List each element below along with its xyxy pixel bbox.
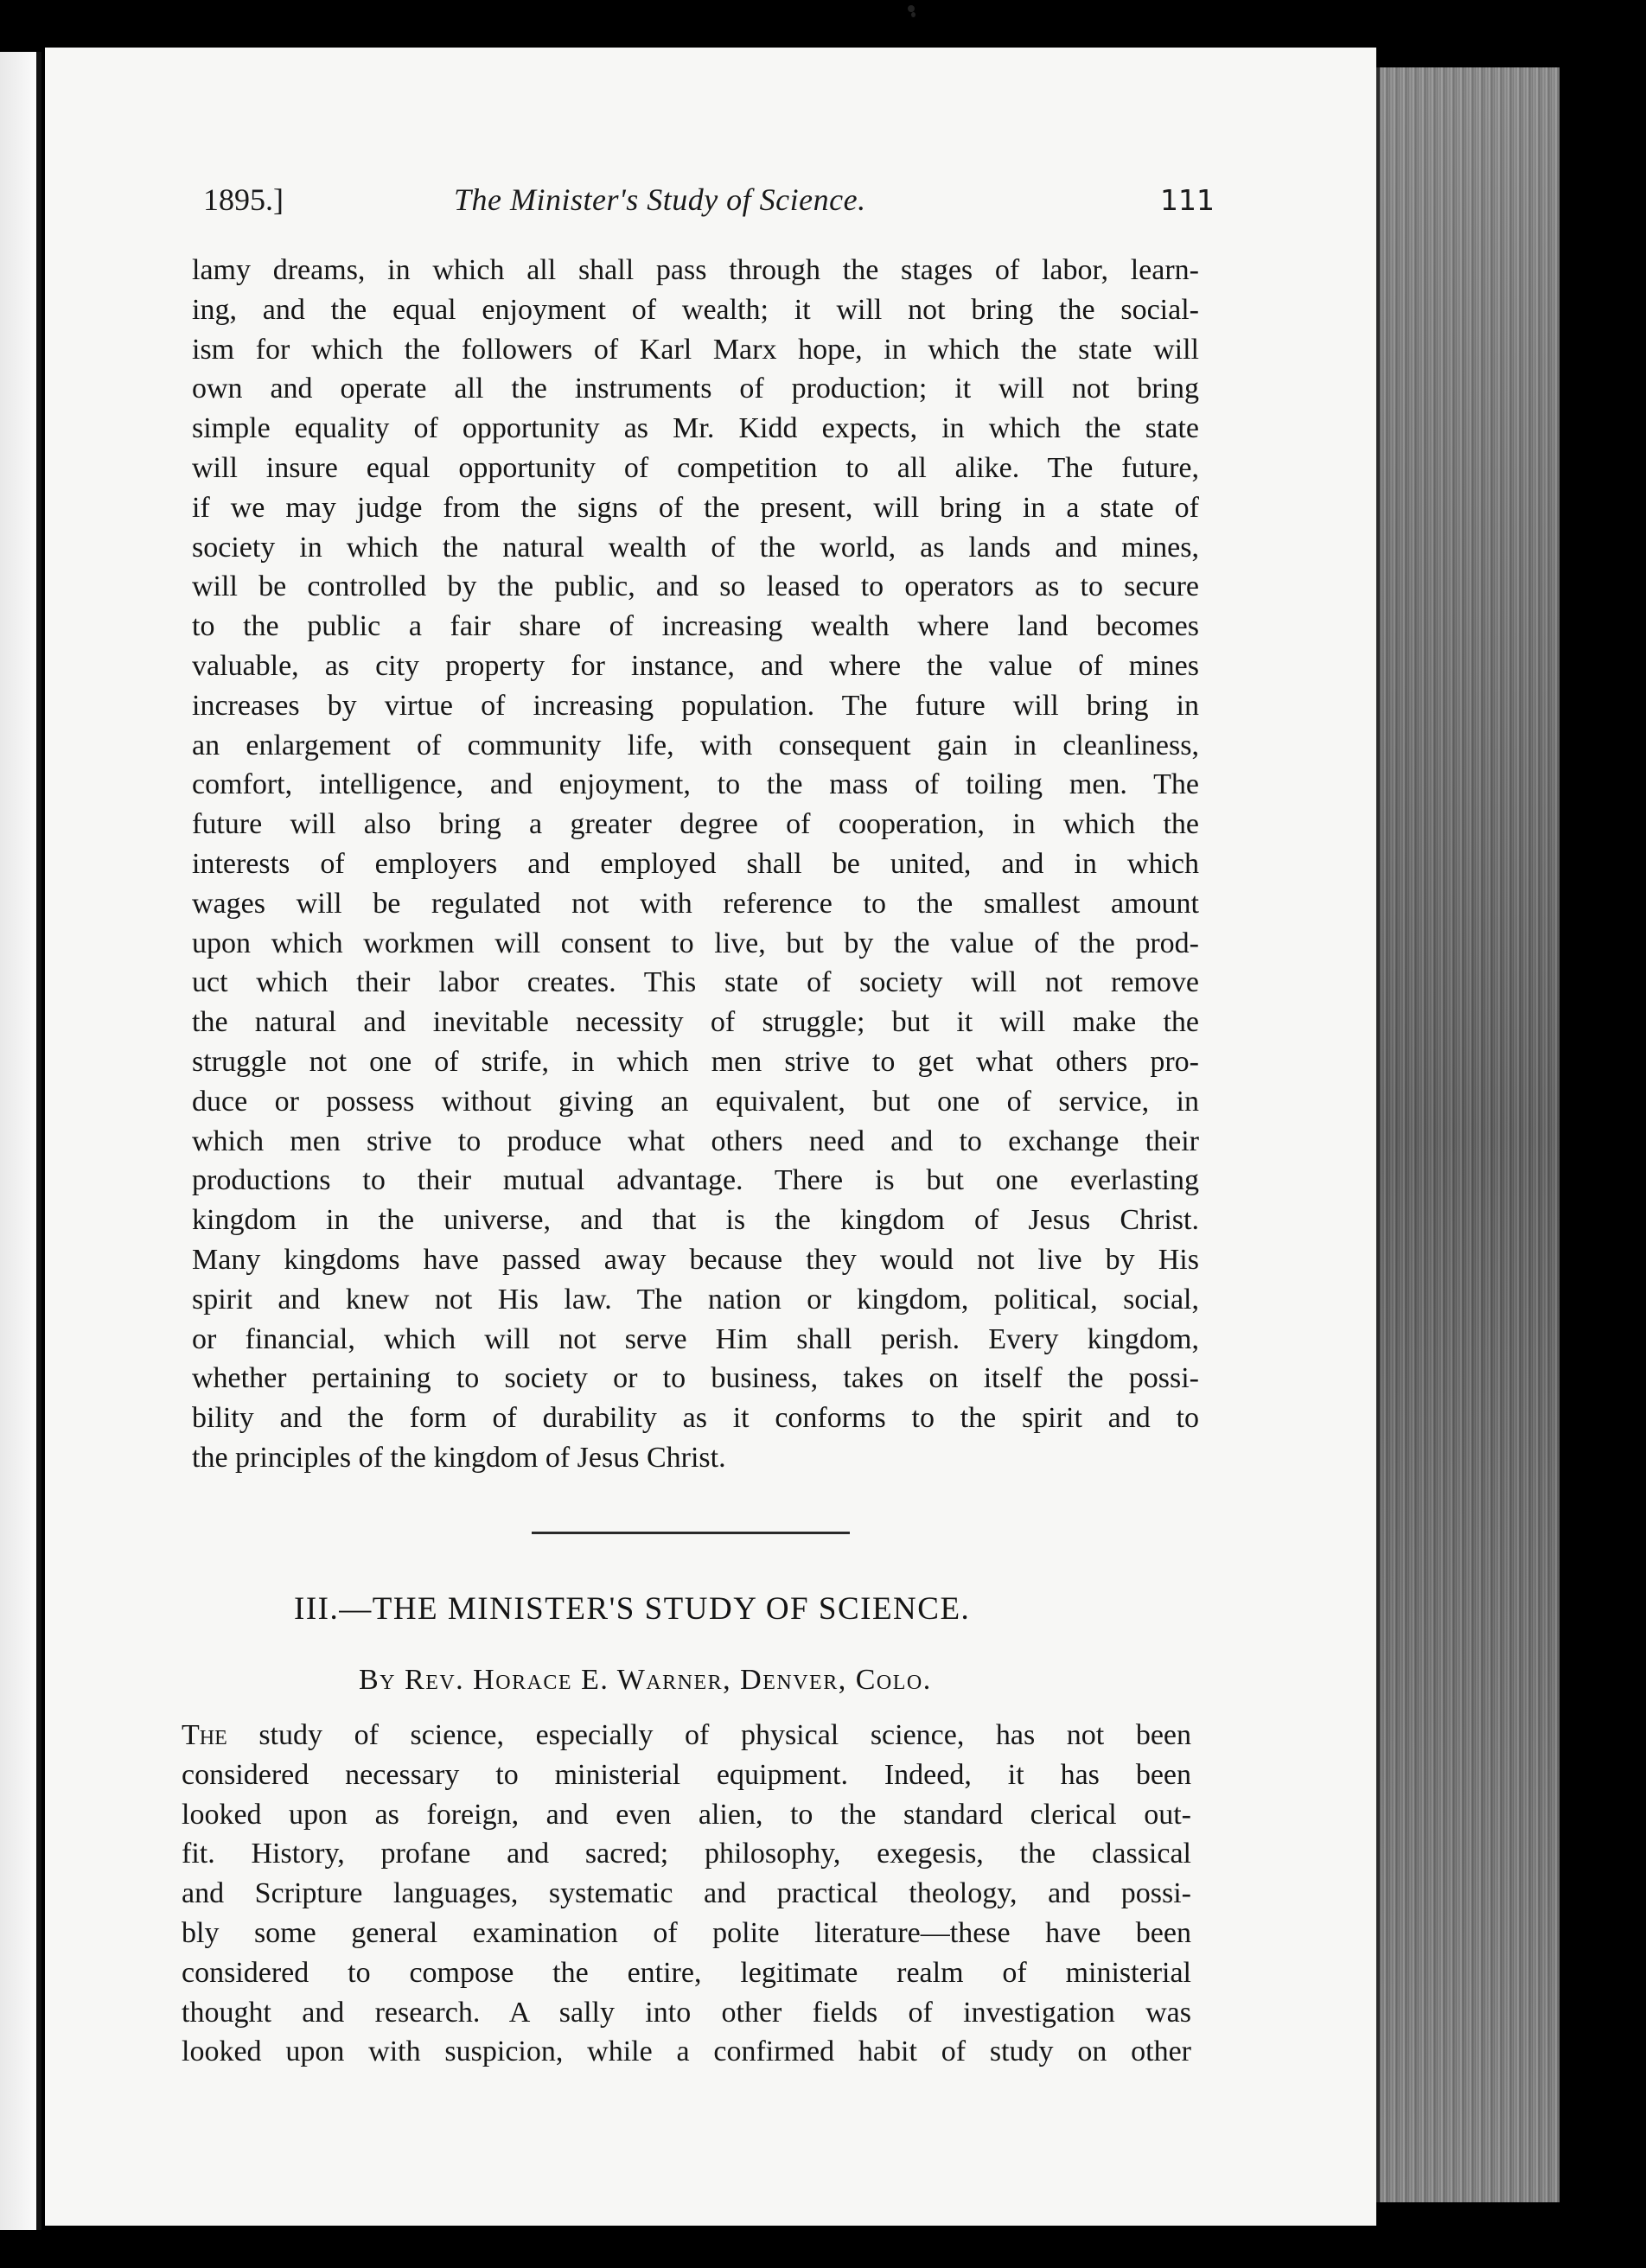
article-line: fit. History, profane and sacred; philosophy, exegesis, the classical [182, 1838, 1191, 1870]
text-line: productions to their mutual advantage. There is but one everlasting [192, 1164, 1199, 1197]
article-opening-paragraph [182, 1716, 1191, 2072]
running-head-year: 1895.] [203, 182, 284, 217]
text-line: the natural and inevitable necessity of struggle; but it will make the [192, 1006, 1199, 1039]
dust-speck [911, 12, 916, 17]
article-line: looked upon as foreign, and even alien, to the standard clerical out- [182, 1798, 1191, 1831]
dust-speck [908, 5, 915, 12]
author-byline: By Rev. Horace E. Warner, Denver, Colo. [359, 1664, 932, 1696]
text-line: spirit and knew not His law. The nation or kingdom, political, social, [192, 1283, 1199, 1316]
article-first-line-rest: study of science, especially of physical science, has not been [226, 1719, 1191, 1751]
text-line: upon which workmen will consent to live, but by the value of the prod- [192, 927, 1199, 959]
text-line: duce or possess without giving an equivalent, but one of service, in [192, 1085, 1199, 1118]
text-line: wages will be regulated not with reference to the smallest amount [192, 887, 1199, 920]
article-line: and Scripture languages, systematic and practical theology, and possi- [182, 1877, 1191, 1910]
book-page-edges [1376, 67, 1563, 2202]
text-line: kingdom in the universe, and that is the kingdom of Jesus Christ. [192, 1204, 1199, 1237]
text-line: own and operate all the instruments of production; it will not bring [192, 373, 1199, 405]
page-number: 111 [1160, 183, 1215, 217]
text-line: will insure equal opportunity of competition to all alike. The future, [192, 451, 1199, 484]
article-line: thought and research. A sally into other fields of investigation was [182, 1996, 1191, 2029]
scan-background [1560, 0, 1646, 2268]
text-line: the principles of the kingdom of Jesus Christ. [192, 1441, 726, 1474]
text-line: ism for which the followers of Karl Marx hope, in which the state will [192, 333, 1199, 366]
article-line [182, 1716, 1191, 1755]
text-line: society in which the natural wealth of the world, as lands and mines, [192, 531, 1199, 564]
running-head-title: The Minister's Study of Science. [454, 182, 866, 217]
text-line: whether pertaining to society or to business, takes on itself the possi- [192, 1362, 1199, 1395]
text-line: uct which their labor creates. This state of society will not remove [192, 966, 1199, 999]
article-first-word: The [182, 1719, 227, 1751]
text-line: ing, and the equal enjoyment of wealth; it will not bring the social- [192, 293, 1199, 326]
text-line: if we may judge from the signs of the present, will bring in a state of [192, 491, 1199, 524]
section-divider-rule [532, 1532, 850, 1534]
previous-page-edge [0, 52, 41, 2230]
text-line: which men strive to produce what others need and to exchange their [192, 1124, 1199, 1157]
text-line: lamy dreams, in which all shall pass through the stages of labor, learn- [192, 254, 1199, 286]
text-line: increases by virtue of increasing population. The future will bring in [192, 689, 1199, 722]
text-line: interests of employers and employed shall be united, and in which [192, 847, 1199, 880]
article-line: considered necessary to ministerial equipment. Indeed, it has been [182, 1758, 1191, 1791]
text-line: comfort, intelligence, and enjoyment, to the mass of toiling men. The [192, 768, 1199, 801]
running-head [203, 182, 1215, 225]
text-line: an enlargement of community life, with consequent gain in cleanliness, [192, 729, 1199, 761]
text-line: bility and the form of durability as it conforms to the spirit and to [192, 1402, 1199, 1435]
section-heading: III.—THE MINISTER'S STUDY OF SCIENCE. [294, 1591, 971, 1627]
text-line: valuable, as city property for instance, and where the value of mines [192, 649, 1199, 682]
text-line: to the public a fair share of increasing wealth where land becomes [192, 610, 1199, 643]
text-line: Many kingdoms have passed away because they would not live by His [192, 1243, 1199, 1276]
article-line: bly some general examination of polite literature—these have been [182, 1916, 1191, 1949]
article-line: looked upon with suspicion, while a confirmed habit of study on other [182, 2035, 1191, 2068]
article-line: considered to compose the entire, legitimate realm of ministerial [182, 1956, 1191, 1989]
continued-paragraph [192, 251, 1199, 1478]
text-line: will be controlled by the public, and so leased to operators as to secure [192, 570, 1199, 603]
text-line: or financial, which will not serve Him shall perish. Every kingdom, [192, 1322, 1199, 1355]
text-line: struggle not one of strife, in which men strive to get what others pro- [192, 1045, 1199, 1078]
text-line: simple equality of opportunity as Mr. Kidd expects, in which the state [192, 412, 1199, 445]
text-line: future will also bring a greater degree of cooperation, in which the [192, 808, 1199, 841]
